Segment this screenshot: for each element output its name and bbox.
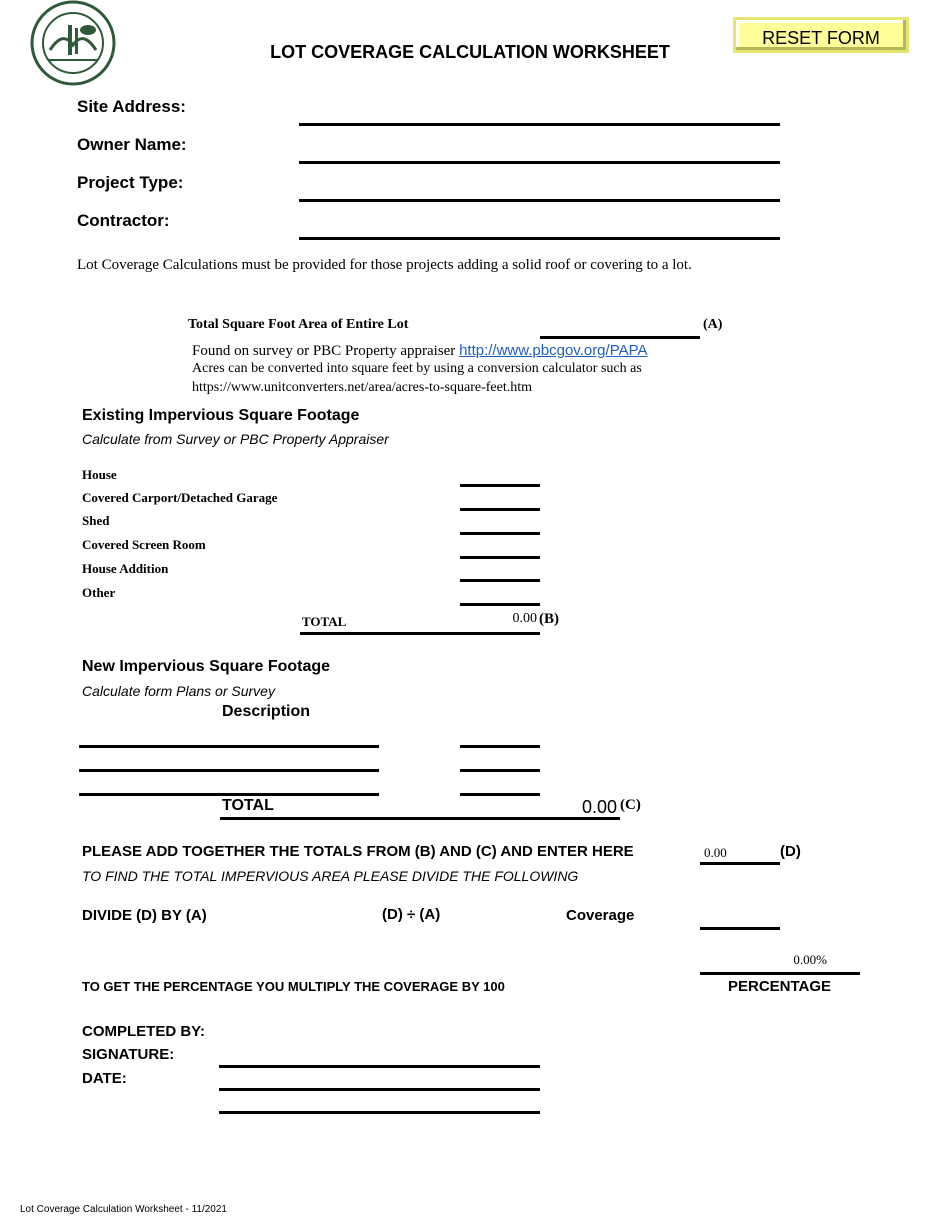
lot-area-label: Total Square Foot Area of Entire Lot [188, 317, 409, 332]
existing-house-field[interactable] [460, 484, 540, 487]
owner-name-field[interactable] [299, 161, 780, 164]
existing-total-value: 0.00 [512, 611, 537, 626]
lot-note-text: Found on survey or PBC Property appraiser [192, 343, 456, 359]
existing-item-screen-room: Covered Screen Room [82, 537, 206, 552]
date-label: DATE: [82, 1070, 127, 1087]
marker-a: (A) [703, 317, 723, 332]
completed-by-label: COMPLETED BY: [82, 1023, 206, 1040]
date-field[interactable] [219, 1111, 540, 1114]
percentage-underline [700, 972, 860, 975]
existing-item-house-addition: House Addition [82, 561, 169, 576]
divide-formula: (D) ÷ (A) [382, 906, 441, 923]
new-total-value: 0.00 [581, 797, 617, 817]
footer-text: Lot Coverage Calculation Worksheet - 11/2021 [20, 1204, 227, 1215]
description-header: Description [222, 703, 311, 720]
marker-c: (C) [620, 797, 641, 813]
owner-name-label: Owner Name: [77, 135, 187, 154]
existing-carport-field[interactable] [460, 508, 540, 511]
lot-note-3: https://www.unitconverters.net/area/acres-to-square-feet.htm [192, 380, 533, 395]
add-totals-underline [700, 862, 780, 865]
new-description-field-1[interactable] [79, 745, 379, 748]
new-area-field-2[interactable] [460, 769, 540, 772]
add-totals-label: PLEASE ADD TOGETHER THE TOTALS FROM (B) AND (C) AND ENTER HERE [82, 843, 634, 860]
existing-other-field[interactable] [460, 603, 540, 606]
existing-total-label: TOTAL [302, 614, 347, 629]
contractor-label: Contractor: [77, 211, 170, 230]
completed-by-field[interactable] [219, 1065, 540, 1068]
lot-note-1 [192, 342, 648, 360]
new-description-field-3[interactable] [79, 793, 379, 796]
new-area-field-1[interactable] [460, 745, 540, 748]
new-area-field-3[interactable] [460, 793, 540, 796]
coverage-field [700, 927, 780, 930]
existing-subheading: Calculate from Survey or PBC Property Appraiser [82, 431, 389, 447]
page-title: LOT COVERAGE CALCULATION WORKSHEET [270, 42, 670, 62]
intro-text: Lot Coverage Calculations must be provided for those projects adding a solid roof or covering to a lot. [77, 257, 692, 273]
lot-note-2: Acres can be converted into square feet by using a conversion calculator such as [192, 361, 642, 376]
contractor-field[interactable] [299, 237, 780, 240]
existing-screen-room-field[interactable] [460, 556, 540, 559]
new-description-field-2[interactable] [79, 769, 379, 772]
site-address-label: Site Address: [77, 97, 186, 116]
lot-area-field[interactable] [540, 336, 700, 339]
new-subheading: Calculate form Plans or Survey [82, 683, 275, 699]
existing-total-underline [300, 632, 540, 635]
pbc-appraiser-link[interactable]: http://www.pbcgov.org/PAPA [459, 342, 648, 359]
existing-house-addition-field[interactable] [460, 579, 540, 582]
reset-form-button[interactable]: RESET FORM [733, 17, 909, 53]
project-type-field[interactable] [299, 199, 780, 202]
signature-label: SIGNATURE: [82, 1046, 175, 1063]
existing-item-carport: Covered Carport/Detached Garage [82, 490, 278, 505]
existing-item-shed: Shed [82, 513, 110, 528]
existing-heading: Existing Impervious Square Footage [82, 407, 360, 424]
new-total-label: TOTAL [222, 797, 274, 814]
existing-item-house: House [82, 467, 117, 482]
divide-label: DIVIDE (D) BY (A) [82, 907, 207, 924]
new-total-underline [220, 817, 620, 820]
existing-shed-field[interactable] [460, 532, 540, 535]
new-heading: New Impervious Square Footage [82, 658, 331, 675]
signature-field[interactable] [219, 1088, 540, 1091]
add-totals-value: 0.00 [704, 845, 727, 860]
percentage-value: 0.00% [793, 952, 827, 967]
marker-d: (D) [780, 843, 801, 860]
divide-instruction: TO FIND THE TOTAL IMPERVIOUS AREA PLEASE DIVIDE THE FOLLOWING [82, 868, 579, 884]
coverage-label: Coverage [566, 907, 635, 924]
marker-b: (B) [539, 611, 559, 627]
site-address-field[interactable] [299, 123, 780, 126]
project-type-label: Project Type: [77, 173, 184, 192]
existing-item-other: Other [82, 585, 116, 600]
percentage-label: PERCENTAGE [728, 978, 832, 995]
percentage-instruction: TO GET THE PERCENTAGE YOU MULTIPLY THE COVERAGE BY 100 [82, 979, 505, 994]
